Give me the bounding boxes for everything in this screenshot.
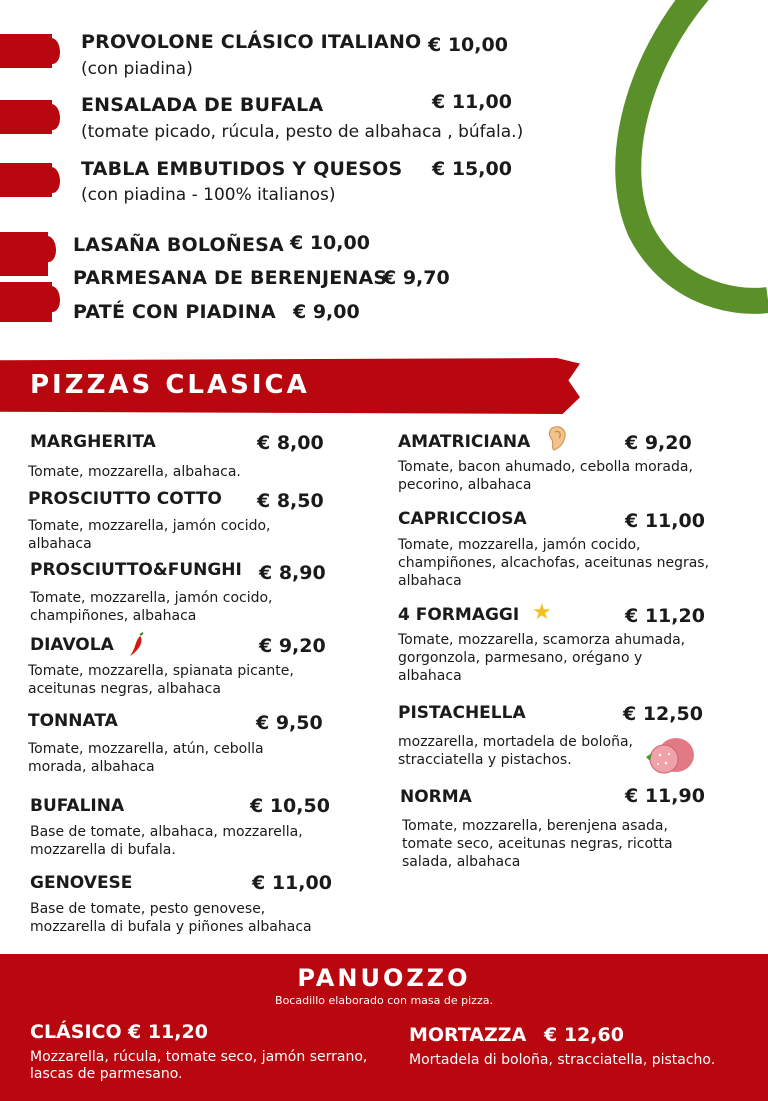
- starter-price: € 10,00: [428, 34, 508, 56]
- green-arc-decoration: [600, 0, 768, 320]
- pizza-price: € 11,20: [625, 605, 705, 627]
- pizza-name: GENOVESE: [30, 873, 133, 893]
- pizza-name: MARGHERITA: [30, 432, 156, 452]
- starter-desc: (con piadina - 100% italianos): [81, 185, 336, 205]
- starter-desc: (con piadina): [81, 59, 193, 79]
- pizza-desc: Tomate, mozzarella, scamorza ahumada, gorgonzola, parmesano, orégano y albahaca: [398, 632, 686, 684]
- star-icon: ★: [532, 600, 552, 625]
- pizza-name: 4 FORMAGGI: [398, 605, 520, 625]
- starter-price: € 15,00: [432, 158, 512, 180]
- pizza-price: € 9,20: [259, 635, 326, 657]
- pizza-desc: Tomate, mozzarella, atún, cebolla morada, albahaca: [28, 741, 264, 775]
- main-price: € 9,70: [383, 267, 450, 289]
- pizza-price: € 11,00: [252, 872, 332, 894]
- pizza-name: CAPRICCIOSA: [398, 509, 527, 529]
- pizza-desc: mozzarella, mortadela de boloña, stracciatella y pistachos.: [398, 734, 634, 768]
- pizza-price: € 10,50: [250, 795, 330, 817]
- pizza-desc: Base de tomate, albahaca, mozzarella, mozzarella di bufala.: [30, 824, 303, 858]
- brush-stroke: [0, 163, 52, 197]
- section-title: PIZZAS CLASICA: [30, 370, 310, 400]
- brush-stroke: [0, 34, 52, 68]
- pizza-name: PROSCIUTTO&FUNGHI: [30, 560, 242, 580]
- main-name: PATÉ CON PIADINA: [73, 301, 276, 323]
- pizza-desc: Base de tomate, pesto genovese, mozzarella di bufala y piñones albahaca: [30, 901, 312, 935]
- pizza-name: DIAVOLA: [30, 635, 114, 655]
- pizza-name: BUFALINA: [30, 796, 125, 816]
- starter-name: PROVOLONE CLÁSICO ITALIANO: [81, 31, 422, 53]
- pizza-desc: Tomate, mozzarella, albahaca.: [28, 464, 241, 480]
- pizza-price: € 12,50: [623, 703, 703, 725]
- panuozzo-item-desc: Mortadela di boloña, stracciatella, pistacho.: [409, 1052, 716, 1068]
- panuozzo-item-price: € 12,60: [544, 1024, 624, 1046]
- pizza-desc: Tomate, mozzarella, jamón cocido, champiñones, alcachofas, aceitunas negras, albahaca: [398, 537, 710, 589]
- panuozzo-title: PANUOZZO: [297, 964, 471, 992]
- starter-desc: (tomate picado, rúcula, pesto de albahaca , búfala.): [81, 122, 524, 142]
- panuozzo-subtitle: Bocadillo elaborado con masa de pizza.: [275, 994, 493, 1007]
- chili-pepper-icon: [126, 632, 148, 658]
- pizza-name: AMATRICIANA: [398, 432, 531, 452]
- ear-icon: [546, 424, 570, 452]
- panuozzo-section: [0, 954, 768, 1101]
- mortadella-icon: [644, 735, 696, 777]
- starter-price: € 11,00: [432, 91, 512, 113]
- starter-name: TABLA EMBUTIDOS Y QUESOS: [81, 158, 403, 180]
- starter-name: ENSALADA DE BUFALA: [81, 94, 324, 116]
- main-name: LASAÑA BOLOÑESA: [73, 234, 284, 256]
- panuozzo-item-desc: Mozzarella, rúcula, tomate seco, jamón serrano, lascas de parmesano.: [30, 1049, 368, 1082]
- main-price: € 10,00: [290, 232, 370, 254]
- panuozzo-item-name: MORTAZZA: [409, 1024, 527, 1046]
- pizza-price: € 8,00: [257, 432, 324, 454]
- main-name: PARMESANA DE BERENJENAS: [73, 267, 388, 289]
- pizza-price: € 8,50: [257, 490, 324, 512]
- pizza-name: TONNATA: [28, 711, 118, 731]
- pizza-name: PISTACHELLA: [398, 703, 526, 723]
- brush-stroke: [0, 282, 52, 322]
- pizza-desc: Tomate, mozzarella, jamón cocido, champiñones, albahaca: [30, 590, 273, 624]
- pizza-desc: Tomate, bacon ahumado, cebolla morada, pecorino, albahaca: [398, 459, 693, 493]
- pizza-price: € 8,90: [259, 562, 326, 584]
- pizza-price: € 11,90: [625, 785, 705, 807]
- pizza-desc: Tomate, mozzarella, spianata picante, aceitunas negras, albahaca: [28, 663, 294, 697]
- pizza-price: € 9,50: [256, 712, 323, 734]
- pizza-price: € 11,00: [625, 510, 705, 532]
- main-price: € 9,00: [293, 301, 360, 323]
- pizza-name: PROSCIUTTO COTTO: [28, 489, 222, 509]
- brush-stroke: [0, 232, 48, 276]
- pizza-desc: Tomate, mozzarella, berenjena asada, tomate seco, aceitunas negras, ricotta salada, albahaca: [402, 818, 673, 870]
- brush-stroke: [0, 100, 52, 134]
- pizza-desc: Tomate, mozzarella, jamón cocido, albahaca: [28, 518, 271, 552]
- pizza-name: NORMA: [400, 787, 472, 807]
- panuozzo-item-name: CLÁSICO: [30, 1021, 122, 1043]
- pizza-price: € 9,20: [625, 432, 692, 454]
- panuozzo-item-price: € 11,20: [128, 1021, 208, 1043]
